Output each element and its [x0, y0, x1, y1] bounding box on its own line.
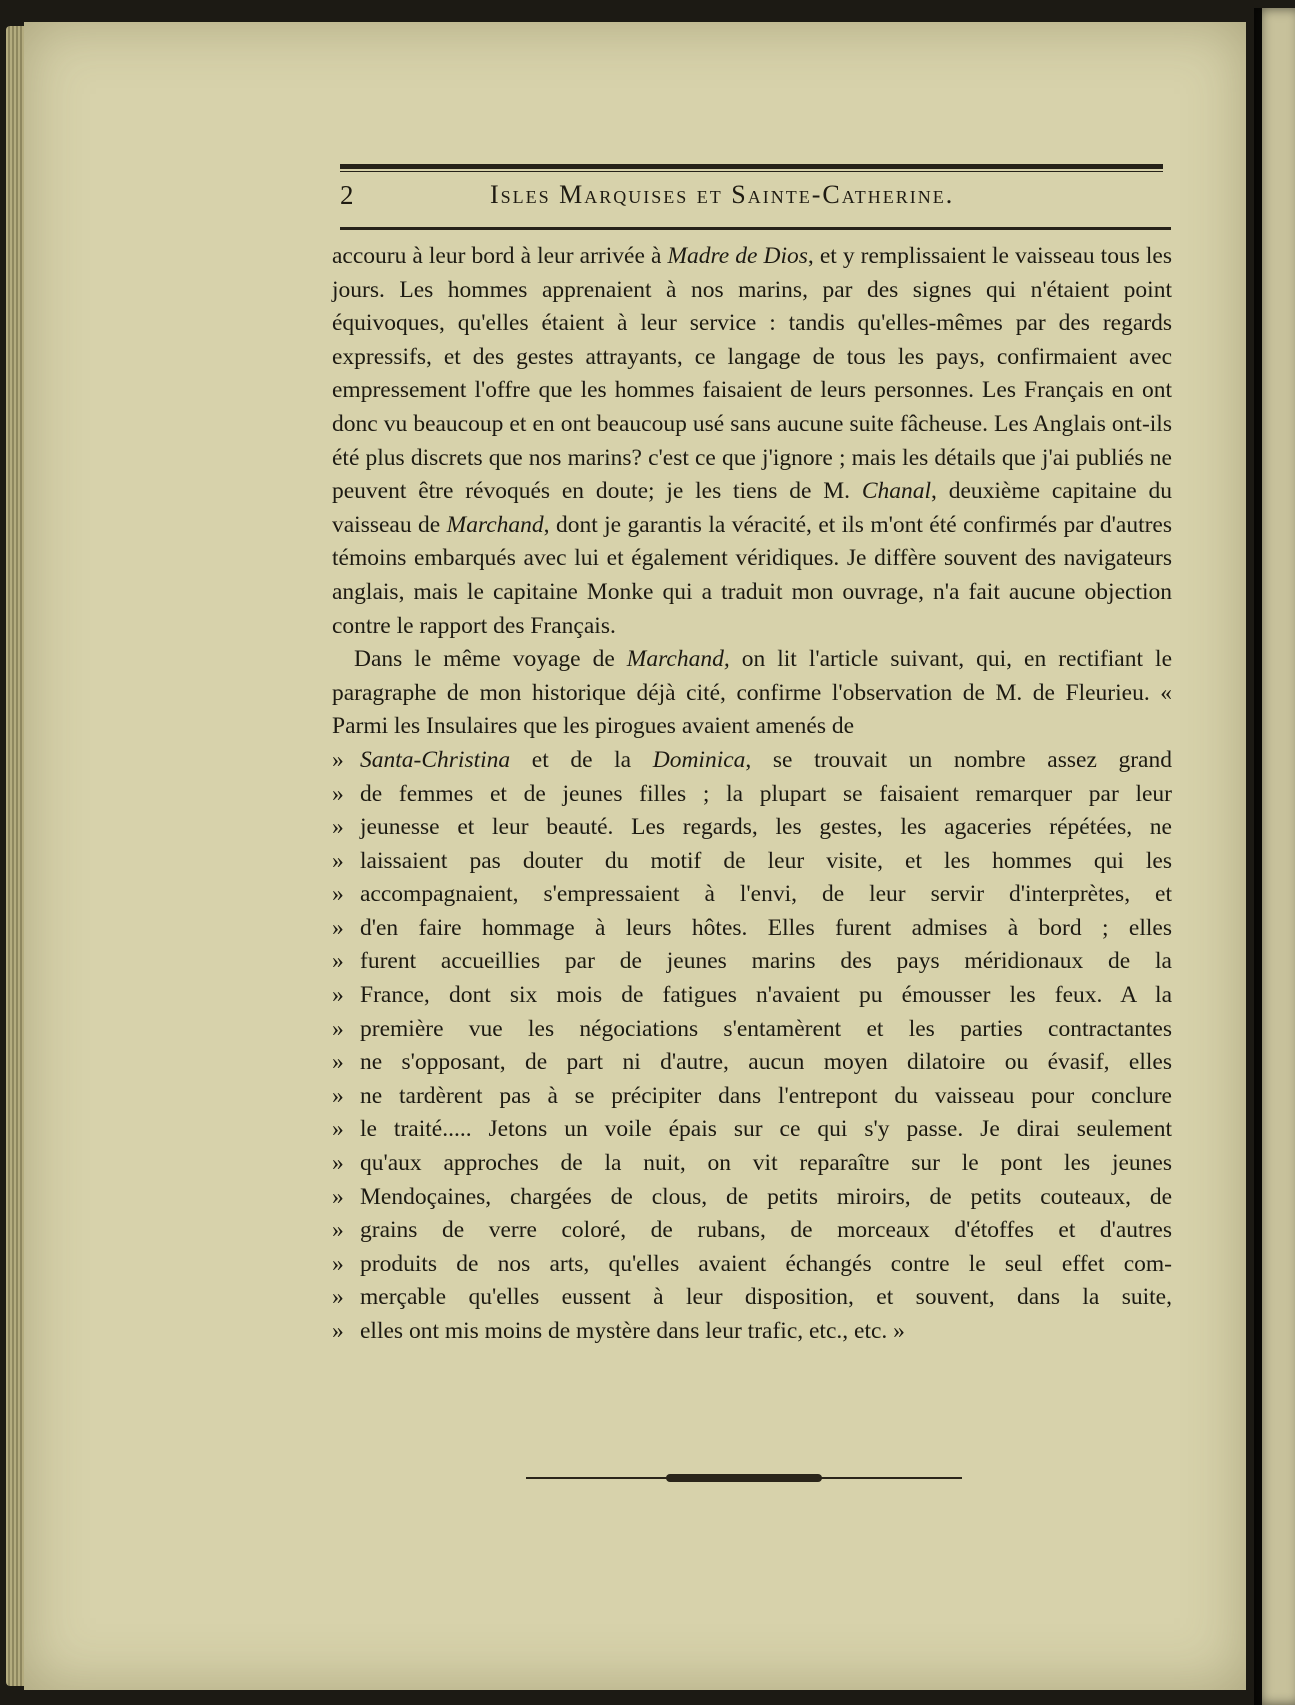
quote-text: le traité..... Jetons un voile épais sur ce qui s'y passe. Je dirai seulement [360, 1116, 1172, 1143]
quote-mark: » [332, 948, 344, 975]
quote-text: elles ont mis moins de mystère dans leur trafic, etc., etc. » [360, 1318, 905, 1344]
quote-text: accompagnaient, s'empressaient à l'envi, de leur servir d'interprètes, et [360, 881, 1172, 908]
quote-text: de femmes et de jeunes filles ; la plupart se faisaient remarquer par leur [360, 780, 1172, 807]
name-chanal: Chanal [861, 478, 932, 505]
page-header [340, 180, 1163, 220]
quote-text: Mendoçaines, chargées de clous, de petits miroirs, de petits couteaux, de [360, 1183, 1172, 1210]
quote-line [332, 1315, 1172, 1349]
quote-line [332, 744, 1172, 778]
paragraph-2-text-b: on lit l'article suivant, qui, en rectifiant le paragraphe de mon historique déjà cité, confirme l'observation de M. de Fleurieu. « Parmi les Insulaires que les pirogues avaient amenés de [332, 646, 1172, 740]
place-name-santa-christina: Santa-Christina [360, 746, 511, 773]
quote-line [332, 1181, 1172, 1215]
quote-mark: » [332, 780, 344, 807]
paragraph-2-text-a: Dans le même voyage de [354, 646, 627, 673]
body-text [332, 240, 1172, 1349]
quote-line [332, 811, 1172, 845]
quote-mark: » [332, 1082, 344, 1109]
quote-mark: » [332, 1150, 344, 1177]
quote-text [360, 744, 1172, 778]
quote-text: d'en faire hommage à leurs hôtes. Elles furent admises à bord ; elles [360, 914, 1172, 941]
quote-text: jeunesse et leur beauté. Les regards, les gestes, les agaceries répétées, ne [360, 814, 1172, 841]
quote-mark: » [332, 814, 344, 841]
quote-line [332, 778, 1172, 812]
quote-mark: » [332, 1284, 344, 1311]
quote-mark: » [332, 1217, 344, 1244]
header-rule-bottom [340, 227, 1171, 230]
quote-mark: » [332, 1049, 344, 1076]
quote-line [332, 979, 1172, 1013]
page-number: 2 [340, 180, 354, 210]
quote-mark: » [332, 881, 344, 908]
quote-line [332, 1080, 1172, 1114]
paragraph-1-text-a: accouru à leur bord à leur arrivée à [332, 243, 668, 269]
name-marchand-2: Marchand, [626, 646, 730, 673]
quote-line [332, 1214, 1172, 1248]
quote-line [332, 845, 1172, 879]
tail-ornament [526, 1474, 962, 1482]
quote-text: ne tardèrent pas à se précipiter dans l'entrepont du vaisseau pour conclure [360, 1082, 1172, 1109]
quote-text-part: et de la [510, 746, 653, 773]
quote-text: produits de nos arts, qu'elles avaient échangés contre le seul effet com- [360, 1250, 1172, 1277]
quote-line [332, 1046, 1172, 1080]
quote-mark: » [332, 982, 344, 1009]
quote-line [332, 1113, 1172, 1147]
header-rule-thick [340, 164, 1163, 169]
place-name-dominica: Dominica [652, 746, 746, 773]
quote-line [332, 945, 1172, 979]
running-head: Isles Marquises et Sainte-Catherine. [490, 180, 955, 209]
quote-line [332, 1013, 1172, 1047]
quote-text: laissaient pas douter du motif de leur visite, et les hommes qui les [360, 847, 1172, 874]
quote-line [332, 912, 1172, 946]
quote-text: merçable qu'elles eussent à leur disposition, et souvent, dans la suite, [360, 1284, 1172, 1311]
quote-text: France, dont six mois de fatigues n'avaient pu émousser les feux. A la [360, 982, 1172, 1009]
quote-text: qu'aux approches de la nuit, on vit reparaître sur le pont les jeunes [360, 1150, 1172, 1177]
facing-page-edge [1254, 8, 1295, 1705]
paragraph-1-text-c: , deuxième capitaine du vaisseau de [332, 478, 1172, 538]
quote-line [332, 1248, 1172, 1282]
paragraph-2 [332, 643, 1172, 744]
quote-mark: » [332, 1250, 344, 1277]
paragraph-1 [332, 240, 1172, 643]
tail-ornament-swell [666, 1474, 822, 1482]
quote-text: ne s'opposant, de part ni d'autre, aucun moyen dilatoire ou évasif, elles [360, 1049, 1172, 1076]
quote-line [332, 878, 1172, 912]
quote-mark: » [332, 1318, 344, 1344]
quote-mark: » [332, 1116, 344, 1143]
quote-text: furent accueillies par de jeunes marins des pays méridionaux de la [360, 948, 1172, 975]
quote-mark: » [332, 1015, 344, 1042]
quote-text: première vue les négociations s'entamèrent et les parties contractantes [360, 1015, 1172, 1042]
quote-text-part: , se trouvait un nombre assez grand [745, 746, 1172, 773]
quote-mark: » [332, 1183, 344, 1210]
quote-line [332, 1281, 1172, 1315]
quote-mark: » [332, 746, 344, 773]
quote-line [332, 1147, 1172, 1181]
quote-mark: » [332, 847, 344, 874]
place-name-madre-de-dios: Madre de Dios [667, 243, 808, 269]
header-rule-thin [340, 171, 1163, 172]
quote-text: grains de verre coloré, de rubans, de morceaux d'étoffes et d'autres [360, 1217, 1172, 1244]
quote-mark: » [332, 914, 344, 941]
paragraph-1-text-d: , dont je garantis la véracité, et ils m'ont été confirmés par d'autres témoins embarqués avec lui et également véridiques. Je diffère souvent des navigateurs anglais, mais le capitaine Monke qui a traduit mon ouvrage, n'a fait aucune objection contre le rapport des Français. [332, 511, 1172, 639]
paragraph-1-text-b: , et y remplissaient le vaisseau tous les jours. Les hommes apprenaient à nos marins, par des signes qui n'étaient point équivoques, qu'elles étaient à leur service : tandis qu'elles-mêmes par des regards expressifs, et des gestes attrayants, ce langage de tous les pays, confirmaient avec empressement l'offre que les hommes faisaient de leurs personnes. Les Français en ont donc vu beaucoup et en ont beaucoup usé sans aucune suite fâcheuse. Les Anglais ont-ils été plus discrets que nos marins? c'est ce que j'ignore ; mais les détails que j'ai publiés ne peuvent être révoqués en doute; je les tiens de M. [332, 243, 1172, 505]
name-marchand: Marchand [446, 511, 544, 538]
